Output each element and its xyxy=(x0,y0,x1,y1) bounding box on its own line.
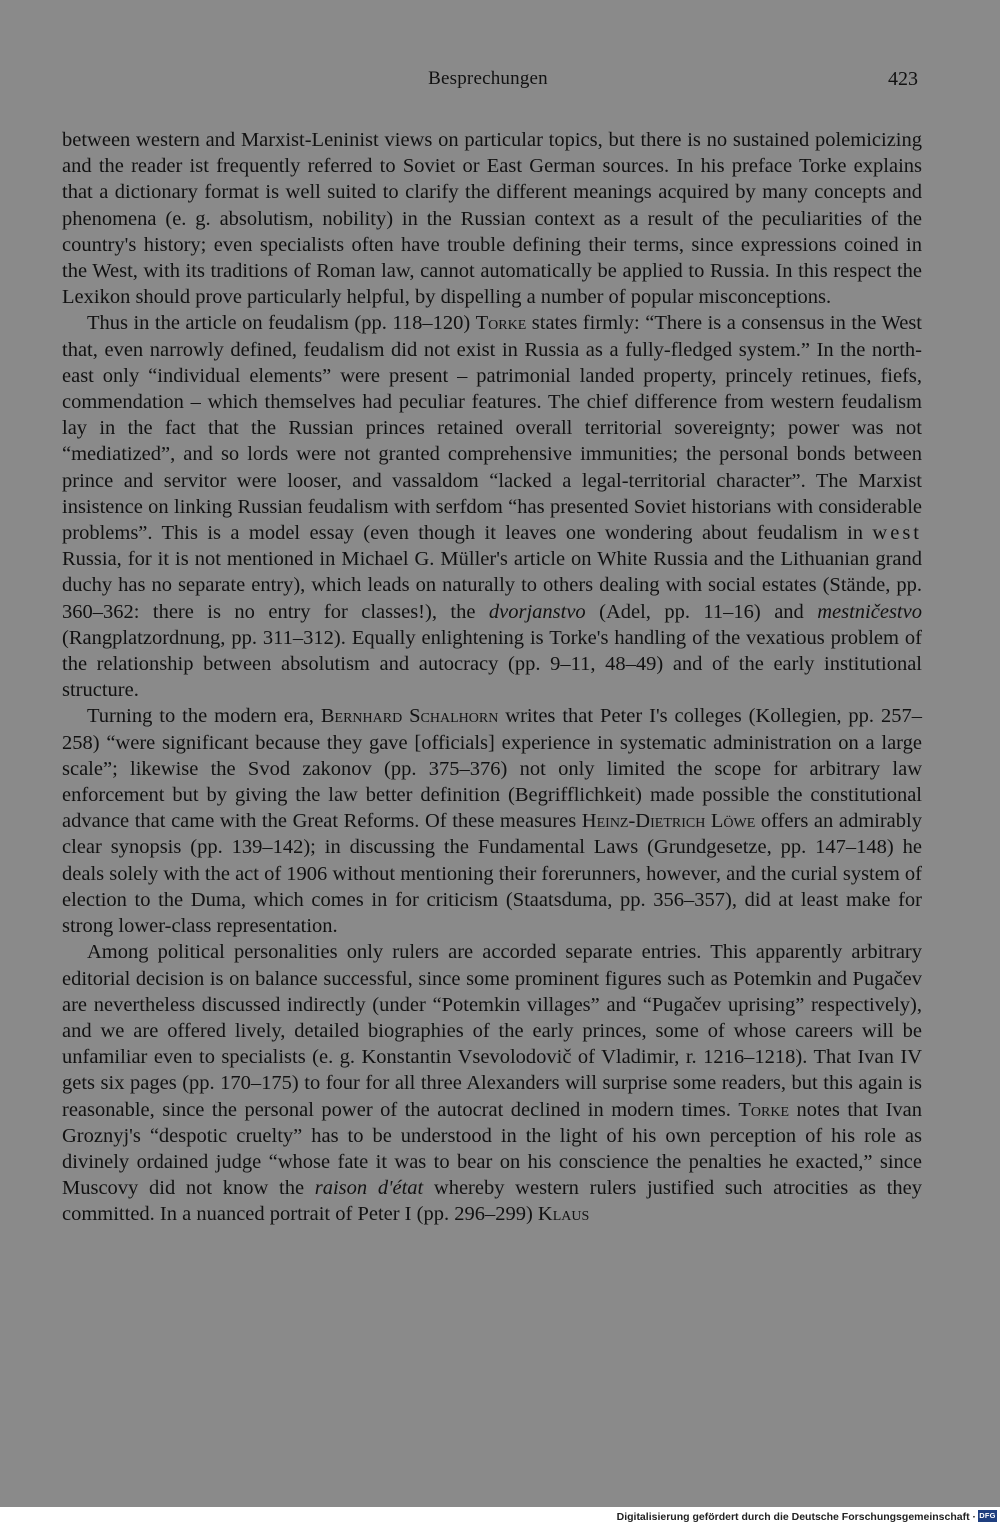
paragraph-2-text: Russia, for it is not mentioned in Michael G. Müller's article on White Russia and the Lithuanian grand duchy has no separate entry), which leads on naturally to others dealing with social estates (Stände, pp. 360–362: there is no entry for classes!), the xyxy=(62,548,922,623)
dfg-logo-icon: DFG xyxy=(979,1511,996,1520)
digitization-credit: Digitalisierung gefördert durch die Deutsche Forschungsgemeinschaft · xyxy=(616,1511,976,1523)
paragraph-2-text: Thus in the article on feudalism (pp. 118–120) xyxy=(87,312,476,335)
paragraph-2 xyxy=(62,310,922,703)
spaced-emphasis-west: west xyxy=(872,522,922,545)
author-name-torke: Torke xyxy=(738,1098,790,1121)
paragraph-3-text: writes that Peter I's colleges (Kollegien, pp. 257–258) “were significant because they gave [officials] experience in systematic administration on a large scale”; likewise the Svod zakonov (pp. 375–376) not only limited the scope for arbitrary law enforcement but by giving the law better definition (Begrifflichkeit) made possible the constitutional advance that came with the Great Reforms. Of these measures xyxy=(62,705,922,833)
italic-term-mestnicestvo: mestničestvo xyxy=(817,600,922,623)
paragraph-4 xyxy=(62,939,922,1227)
italic-term-dvorjanstvo: dvorjanstvo xyxy=(488,600,586,623)
italic-term-raison-detat: raison d'état xyxy=(314,1177,424,1200)
page-number: 423 xyxy=(888,68,918,90)
paragraph-2-text: states firmly: “There is a consensus in the West that, even narrowly defined, feudalism did not exist in Russia as a fully-fledged system.” In the north-east only “individual elements” were present – patrimonial landed property, princely retinues, fiefs, commendation – which themselves had peculiar features. The chief difference from western feudalism lay in the fact that the Russian princes retained overall territorial sovereignty; power was not “mediatized”, and so lords were not granted comprehensive immunities; the personal bonds between prince and servitor were looser, and vassaldom “lacked a legal-territorial character”. The Marxist insistence on linking Russian feudalism with serfdom “has presented Soviet historians with considerable problems”. This is a model essay (even though it leaves one wondering about feudalism in xyxy=(62,312,922,545)
paragraph-4-text: Among political personalities only rulers are accorded separate entries. This apparently arbitrary editorial decision is on balance successful, since some prominent figures such as Potemkin and Pugačev are nevertheless discussed indirectly (under “Potemkin villages” and “Pugačev uprising” respectively), and we are offered lively, detailed biographies of the early princes, some of whose careers will be unfamiliar even to specialists (e. g. Konstantin Vsevolodovič of Vladimir, r. 1216–1218). That Ivan IV gets six pages (pp. 170–175) to four for all three Alexanders will surprise some readers, but this again is reasonable, since the personal power of the autocrat declined in modern times. xyxy=(62,941,922,1121)
author-name-schalhorn: Bernhard Schalhorn xyxy=(320,705,499,728)
running-header xyxy=(0,68,1000,94)
paragraph-4-text: whereby western rulers justified such atrocities as they committed. In a nuanced portrait of Peter I (pp. 296–299) xyxy=(62,1177,923,1226)
body-text xyxy=(62,127,922,1228)
paragraph-3-text: offers an admirably clear synopsis (pp. 139–142); in discussing the Fundamental Laws (Grundgesetze, pp. 147–148) he deals solely with the act of 1906 without mentioning their forerunners, however, and the curial system of election to the Duma, which comes in for criticism (Staatsduma, pp. 356–357), did at least make for strong lower-class representation. xyxy=(62,810,922,938)
running-title: Besprechungen xyxy=(428,68,548,89)
paragraph-3-text: Turning to the modern era, xyxy=(87,705,321,728)
author-name-klaus: Klaus xyxy=(537,1203,590,1226)
author-name-loewe: Heinz-Dietrich Löwe xyxy=(581,810,756,833)
paragraph-3 xyxy=(62,703,922,939)
paragraph-2-text: (Rangplatzordnung, pp. 311–312). Equally enlightening is Torke's handling of the vexatious problem of the relationship between absolutism and autocracy (pp. 9–11, 48–49) and of the early institutional structure. xyxy=(62,626,922,702)
paragraph-2-text: (Adel, pp. 11–16) and xyxy=(585,600,818,623)
author-name-torke: Torke xyxy=(475,312,527,335)
paragraph-4-text: notes that Ivan Groznyj's “despotic cruelty” has to be understood in the light of his own perception of his role as divinely ordained judge “whose fate it was to bear on his conscience the penalties he exacted,” since Muscovy did not know the xyxy=(62,1098,922,1200)
paragraph-1: between western and Marxist-Leninist views on particular topics, but there is no sustained polemicizing and the reader ist frequently referred to Soviet or East German sources. In his preface Torke explains that a dictionary format is well suited to clarify the different meanings acquired by many concepts and phenomena (e. g. absolutism, nobility) in the Russian context as a result of the peculiarities of the country's history; even specialists often have trouble defining their terms, since expressions coined in the West, with its traditions of Roman law, cannot automatically be applied to Russia. In this respect the Lexikon should prove particularly helpful, by dispelling a number of popular misconceptions. xyxy=(62,129,922,309)
